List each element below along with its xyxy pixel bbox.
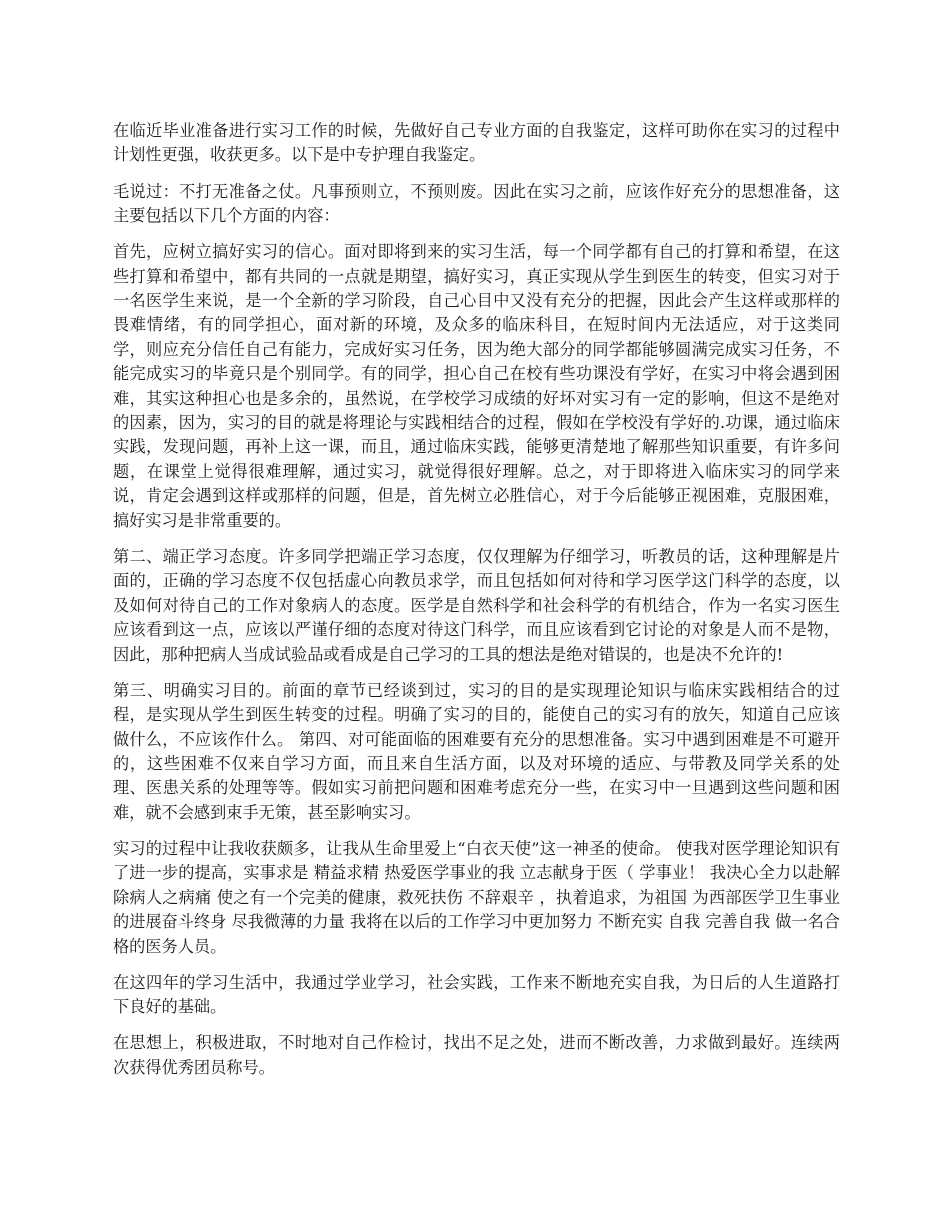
document-body bbox=[113, 119, 840, 1092]
paragraph-thought: 在思想上，积极进取，不时地对自己作检讨，找出不足之处，进而不断改善，力求做到最好。连续两次获得优秀团员称号。 bbox=[113, 1033, 840, 1077]
paragraph-four-years: 在这四年的学习生活中，我通过学业学习，社会实践，工作来不断地充实自我，为日后的人生道路打下良好的基础。 bbox=[113, 972, 840, 1017]
paragraph-attitude: 第二、端正学习态度。许多同学把端正学习态度，仅仅理解为仔细学习，听教员的话，这种理解是片面的，正确的学习态度不仅包括虚心向教员求学，而且包括如何对待和学习医学这门科学的态度，以及如何对待自己的工作对象病人的态度。医学是自然科学和社会科学的有机结合，作为一名实习医生应该看到这一点，应该以严谨仔细的态度对待这门科学，而且应该看到它讨论的对象是人而不是物，因此，那种把病人当成试验品或看成是自己学习的工具的想法是绝对错误的，也是决不允许的! bbox=[113, 546, 840, 664]
paragraph-purpose: 第三、明确实习目的。前面的章节已经谈到过，实习的目的是实现理论知识与临床实践相结合的过程，是实现从学生到医生转变的过程。明确了实习的目的，能使自己的实习有的放矢，知道自己应该做什么，不应该作什么。 第四、对可能面临的困难要有充分的思想准备。实习中遇到困难是不可避开的，这些困难不仅来自学习方面，而且来自生活方面，以及对环境的适应、与带教及同学关系的处理、医患关系的处理等等。假如实习前把问题和困难考虑充分一些，在实习中一旦遇到这些问题和困难，就不会感到束手无策，甚至影响实习。 bbox=[113, 680, 840, 822]
paragraph-preparation: 毛说过：不打无准备之仗。凡事预则立，不预则废。因此在实习之前，应该作好充分的思想准备，这主要包括以下几个方面的内容： bbox=[113, 181, 840, 226]
paragraph-harvest: 实习的过程中让我收获颇多，让我从生命里爱上“白衣天使”这一神圣的使命。 使我对医学理论知识有了进一步的提高，实事求是 精益求精 热爱医学事业的我 立志献身于医（ 学事业！ 我决心全力以赴解除病人之病痛 使之有一个完美的健康，救死扶伤 不辞艰辛 ，执着追求，为祖国 为西部医学卫生事业的进展奋斗终身 尽我微薄的力量 我将在以后的工作学习中更加努力 不断充实 自我 完善自我 做一名合格的医务人员。 bbox=[113, 838, 840, 956]
paragraph-intro: 在临近毕业准备进行实习工作的时候，先做好自己专业方面的自我鉴定，这样可助你在实习的过程中计划性更强，收获更多。以下是中专护理自我鉴定。 bbox=[113, 121, 840, 165]
paragraph-confidence: 首先，应树立搞好实习的信心。面对即将到来的实习生活，每一个同学都有自己的打算和希望，在这些打算和希望中，都有共同的一点就是期望，搞好实习，真正实现从学生到医生的转变，但实习对于一名医学生来说，是一个全新的学习阶段，自己心目中又没有充分的把握，因此会产生这样或那样的畏难情绪，有的同学担心，面对新的环境，及众多的临床科目，在短时间内无法适应，对于这类同学，则应充分信任自己有能力，完成好实习任务，因为绝大部分的同学都能够圆满完成实习任务，不能完成实习的毕竟只是个别同学。有的同学，担心自己在校有些功课没有学好，在实习中将会遇到困难，其实这种担心也是多余的，虽然说，在学校学习成绩的好坏对实习有一定的影响，但这不是绝对的因素，因为，实习的目的就是将理论与实践相结合的过程，假如在学校没有学好的.功课，通过临床实践，发现问题，再补上这一课，而且，通过临床实践，能够更清楚地了解那些知识重要，有许多问题，在课堂上觉得很难理解，通过实习，就觉得很好理解。总之，对于即将进入临床实习的同学来说，肯定会遇到这样或那样的问题，但是，首先树立必胜信心，对于今后能够正视困难，克服困难，搞好实习是非常重要的。 bbox=[113, 242, 840, 530]
